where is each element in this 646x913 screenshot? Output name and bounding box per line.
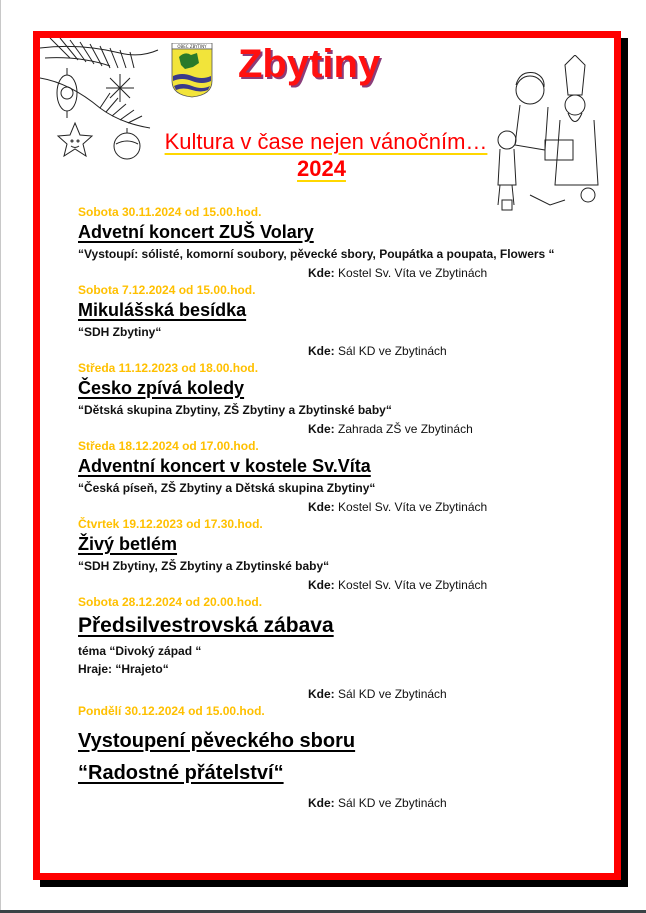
event-list <box>78 205 588 813</box>
christmas-branch-illustration <box>40 38 160 163</box>
location-label: Kde: <box>308 796 335 810</box>
event-name: Adventní koncert v kostele Sv.Víta <box>78 456 371 476</box>
event-date: Sobota 7.12.2024 od 15.00.hod. <box>78 283 256 297</box>
event-date: Pondělí 30.12.2024 od 15.00.hod. <box>78 704 265 718</box>
event-item <box>78 439 588 517</box>
event-performer: Hraje: “Hrajeto“ <box>78 662 169 676</box>
event-name: Vystoupení pěveckého sboru <box>78 730 356 752</box>
location-value: Kostel Sv. Víta ve Zbytinách <box>338 578 488 592</box>
location-label: Kde: <box>308 687 335 701</box>
location-value: Kostel Sv. Víta ve Zbytinách <box>338 500 488 514</box>
location-label: Kde: <box>308 578 335 592</box>
event-item <box>78 205 588 283</box>
event-item <box>78 704 588 813</box>
location-label: Kde: <box>308 500 335 514</box>
year-heading: 2024 <box>297 156 346 181</box>
event-location <box>78 263 588 283</box>
event-location <box>78 341 588 361</box>
event-description: “Česká píseň, ZŠ Zbytiny a Dětská skupina Zbytiny“ <box>78 481 376 495</box>
event-date: Čtvrtek 19.12.2023 od 17.30.hod. <box>78 517 263 531</box>
municipal-crest-logo <box>171 43 213 98</box>
event-description: “SDH Zbytiny“ <box>78 325 162 339</box>
event-date: Středa 11.12.2023 od 18.00.hod. <box>78 361 259 375</box>
page-edge <box>0 0 1 913</box>
location-label: Kde: <box>308 422 335 436</box>
event-date: Sobota 30.11.2024 od 15.00.hod. <box>78 205 262 219</box>
location-label: Kde: <box>308 344 335 358</box>
event-name: Mikulášská besídka <box>78 300 247 320</box>
event-description: “Vystoupí: sólisté, komorní soubory, pěvecké sbory, Poupátka a poupata, Flowers “ <box>78 247 555 261</box>
subtitle-text: Kultura v čase nejen vánočním… <box>164 129 488 154</box>
event-location <box>78 575 588 595</box>
event-location <box>78 684 588 704</box>
event-item <box>78 517 588 595</box>
event-date: Sobota 28.12.2024 od 20.00.hod. <box>78 595 263 609</box>
event-name: Česko zpívá koledy <box>78 378 245 398</box>
event-name: Advetní koncert ZUŠ Volary <box>78 222 314 242</box>
event-name-line2: “Radostné přátelství“ <box>78 762 284 784</box>
location-value: Sál KD ve Zbytinách <box>338 687 447 701</box>
event-date: Středa 18.12.2024 od 17.00.hod. <box>78 439 259 453</box>
location-value: Sál KD ve Zbytinách <box>338 796 447 810</box>
event-item <box>78 283 588 361</box>
page-title: Zbytiny <box>238 42 381 86</box>
location-value: Kostel Sv. Víta ve Zbytinách <box>338 266 488 280</box>
event-location <box>78 793 588 813</box>
location-value: Zahrada ZŠ ve Zbytinách <box>338 422 473 436</box>
event-name: Předsilvestrovská zábava <box>78 614 334 637</box>
subtitle <box>150 126 502 158</box>
location-label: Kde: <box>308 266 335 280</box>
event-location <box>78 419 588 439</box>
event-location <box>78 497 588 517</box>
event-item <box>78 595 588 704</box>
saint-nicholas-illustration <box>490 55 602 215</box>
event-description: “Dětská skupina Zbytiny, ZŠ Zbytiny a Zbytinské baby“ <box>78 403 392 417</box>
event-description: “SDH Zbytiny, ZŠ Zbytiny a Zbytinské baby“ <box>78 559 330 573</box>
event-item <box>78 361 588 439</box>
svg-text:OBEC ZBYTINY: OBEC ZBYTINY <box>177 43 207 49</box>
location-value: Sál KD ve Zbytinách <box>338 344 447 358</box>
event-name: Živý betlém <box>78 534 178 554</box>
event-description: téma “Divoký západ “ <box>78 644 202 658</box>
